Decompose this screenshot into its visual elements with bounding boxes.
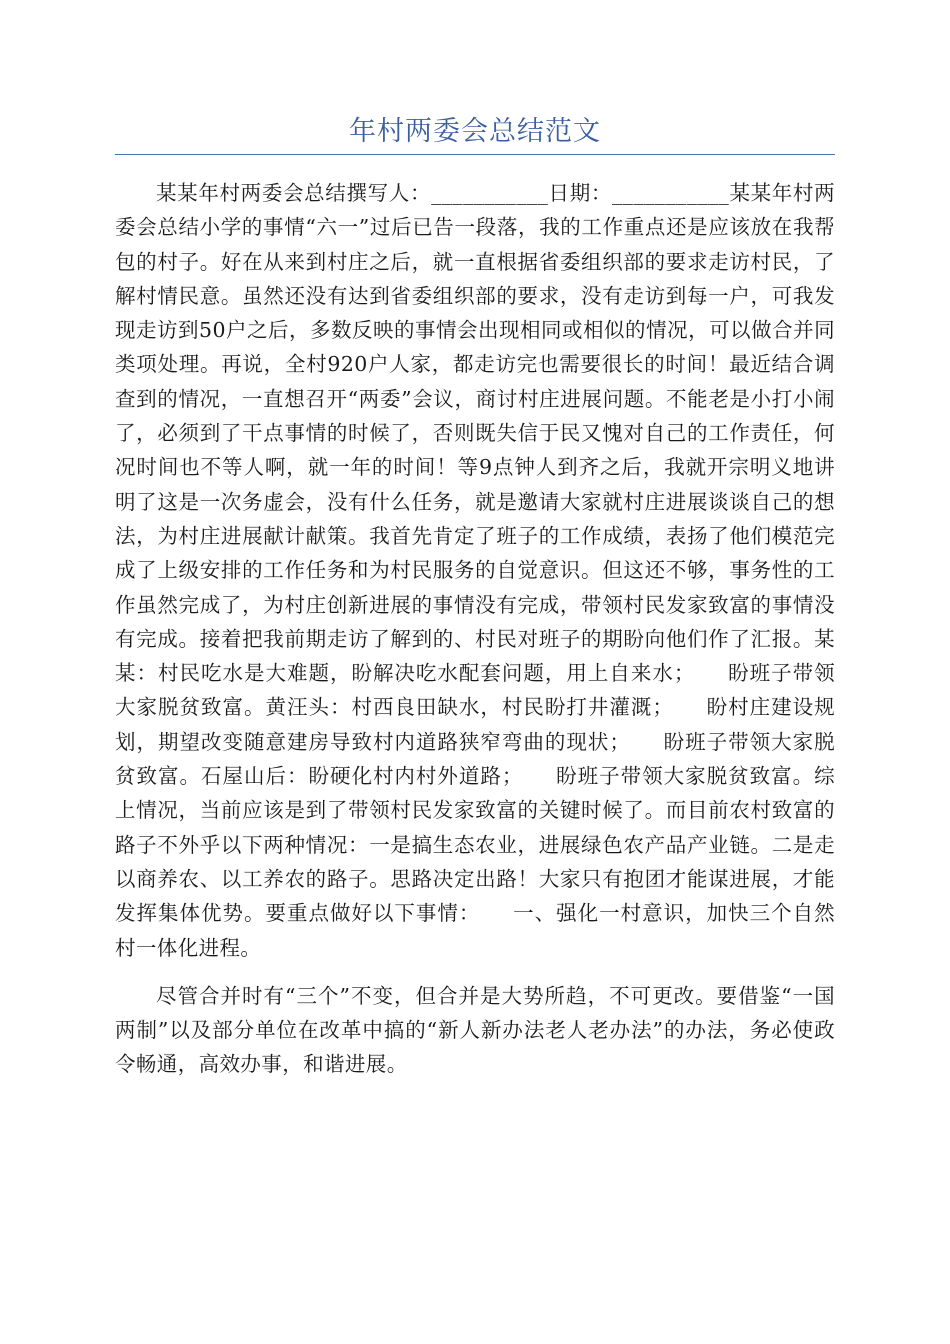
body-paragraph-2: 尽管合并时有“三个”不变，但合并是大势所趋，不可更改。要借鉴“一国两制”以及部分单位在改革中搞的“新人新办法老人老办法”的办法，务必使政令畅通，高效办事，和谐进展。 bbox=[115, 983, 835, 1077]
document-body bbox=[115, 176, 835, 1082]
title-underline bbox=[115, 154, 835, 155]
document-title: 年村两委会总结范文 bbox=[349, 116, 601, 147]
body-paragraph-1: 某某年村两委会总结撰写人：___________日期：___________某某年村两委会总结小学的事情“六一”过后已告一段落，我的工作重点还是应该放在我帮包的村子。好在从来到村庄之后，就一直根据省委组织部的要求走访村民，了解村情民意。虽然还没有达到省委组织部的要求，没有走访到每一户，可我发现走访到50户之后，多数反映的事情会出现相同或相似的情况，可以做合并同类项处理。再说，全村920户人家，都走访完也需要很长的时间！最近结合调查到的情况，一直想召开“两委”会议，商讨村庄进展问题。不能老是小打小闹了，必须到了干点事情的时候了，否则既失信于民又愧对自己的工作责任，何况时间也不等人啊，就一年的时间！等9点钟人到齐之后，我就开宗明义地讲明了这是一次务虚会，没有什么任务，就是邀请大家就村庄进展谈谈自己的想法，为村庄进展献计献策。我首先肯定了班子的工作成绩，表扬了他们模范完成了上级安排的工作任务和为村民服务的自觉意识。但这还不够，事务性的工作虽然完成了，为村庄创新进展的事情没有完成，带领村民发家致富的事情没有完成。接着把我前期走访了解到的、村民对班子的期盼向他们作了汇报。某某：村民吃水是大难题，盼解决吃水配套问题，用上自来水； 盼班子带领大家脱贫致富。黄汪头：村西良田缺水，村民盼打井灌溉； 盼村庄建设规划，期望改变随意建房导致村内道路狭窄弯曲的现状； 盼班子带领大家脱贫致富。石屋山后：盼硬化村内村外道路； 盼班子带领大家脱贫致富。综上情况，当前应该是到了带领村民发家致富的关键时候了。而目前农村致富的路子不外乎以下两种情况：一是搞生态农业，进展绿色农产品产业链。二是走以商养农、以工养农的路子。思路决定出路！大家只有抱团才能谋进展，才能发挥集体优势。要重点做好以下事情： 一、强化一村意识，加快三个自然村一体化进程。 bbox=[115, 181, 835, 960]
